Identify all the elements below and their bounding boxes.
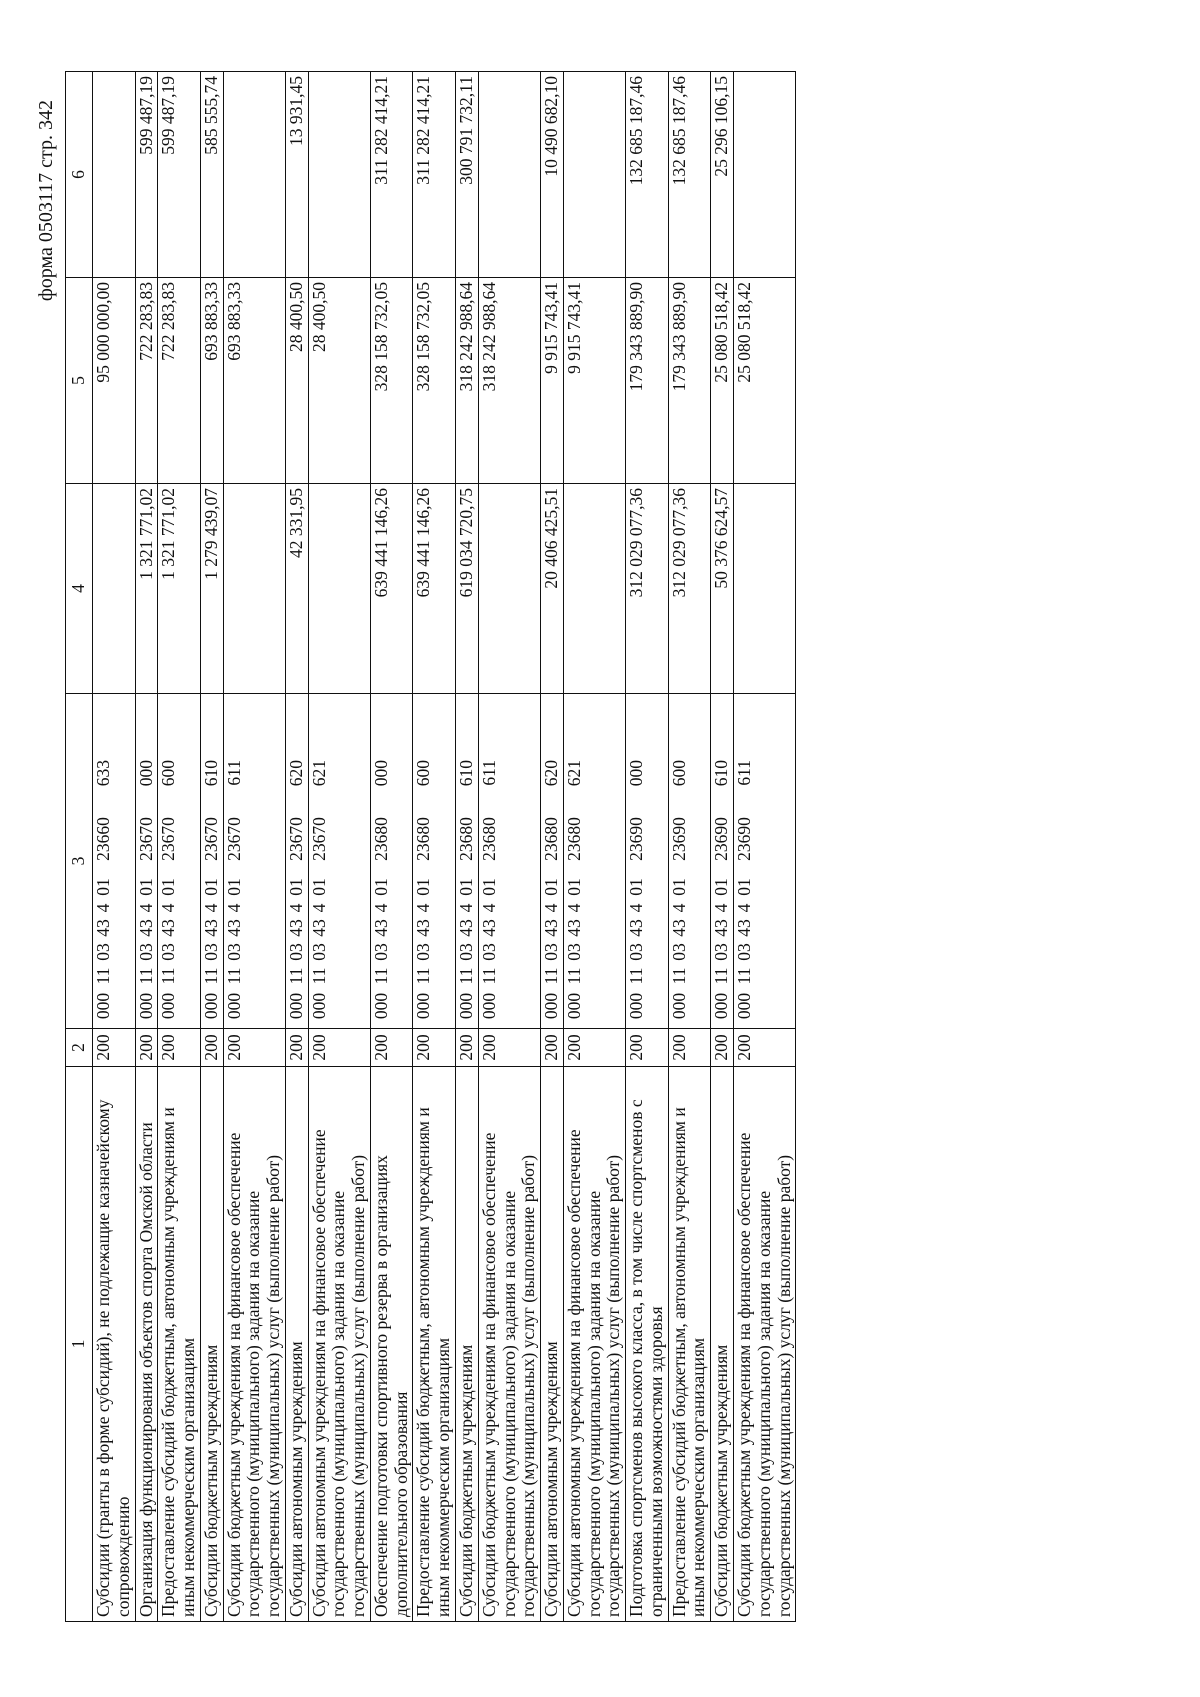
code-segment: 4 [668,903,689,913]
code-segment: 23690 [668,817,689,861]
unexecuted-amount-cell: 13 931,45 [285,72,308,278]
code-segment: 01 [563,878,584,896]
code-segment: 610 [711,760,732,787]
code-segment: 11 [711,967,732,985]
code-segment: 23670 [158,817,179,861]
code-segment: 01 [200,878,221,896]
code-segment: 01 [93,878,113,896]
code-segment: 43 [626,919,647,937]
code-segment: 23660 [93,817,113,861]
executed-amount-cell: 28 400,50 [285,278,308,484]
code-segment: 11 [223,967,244,985]
code-segment: 4 [541,903,562,913]
budget-classification-code-cell [668,694,711,1029]
executed-amount-cell: 179 343 889,90 [626,278,669,484]
indicator-name-cell: Субсидии бюджетным учреждениям на финансовое обеспечение государственного (муниципального) задания на оказание государственных (муниципальных) услуг (выполнение работ) [223,1067,285,1622]
code-segment: 11 [413,967,434,985]
code-segment: 4 [135,903,156,913]
line-code-cell: 200 [308,1029,370,1067]
code-segment: 000 [456,992,477,1020]
code-segment: 01 [285,878,306,896]
code-segment: 43 [563,919,584,937]
column-header: 2 [66,1029,93,1067]
code-segment: 23670 [308,817,329,861]
code-segment: 03 [541,943,562,961]
approved-amount-cell: 50 376 624,57 [711,484,734,694]
code-segment: 11 [456,967,477,985]
code-segment: 43 [158,919,179,937]
approved-amount-cell [308,484,370,694]
code-segment: 43 [135,919,156,937]
table-row [563,72,625,1622]
code-segment: 000 [308,992,329,1020]
approved-amount-cell: 42 331,95 [285,484,308,694]
code-segment: 43 [733,919,754,937]
code-segment: 43 [711,919,732,937]
code-segment: 611 [223,760,244,786]
approved-amount-cell [733,484,795,694]
table-row [370,72,413,1622]
code-segment: 01 [308,878,329,896]
table-body [66,72,796,1622]
unexecuted-amount-cell: 25 296 106,15 [711,72,734,278]
line-code-cell: 200 [223,1029,285,1067]
line-code-cell: 200 [626,1029,669,1067]
code-segment: 23680 [456,817,477,861]
code-segment: 620 [541,760,562,787]
column-header: 1 [66,1067,93,1622]
code-segment: 23690 [711,817,732,861]
indicator-name-cell: Предоставление субсидий бюджетным, автономным учреждениям и иным некоммерческим организациям [158,1067,201,1622]
executed-amount-cell: 328 158 732,05 [370,278,413,484]
executed-amount-cell: 95 000 000,00 [93,278,136,484]
code-segment: 611 [733,760,754,786]
executed-amount-cell: 693 883,33 [200,278,223,484]
column-header: 5 [66,278,93,484]
code-segment: 11 [285,967,306,985]
code-segment: 11 [158,967,179,985]
line-code-cell: 200 [200,1029,223,1067]
code-segment: 43 [541,919,562,937]
code-segment: 620 [285,760,306,787]
code-segment: 000 [733,992,754,1020]
code-segment: 11 [668,967,689,985]
executed-amount-cell: 25 080 518,42 [711,278,734,484]
code-segment: 000 [200,992,221,1020]
code-segment: 03 [668,943,689,961]
unexecuted-amount-cell [308,72,370,278]
code-segment: 11 [308,967,329,985]
unexecuted-amount-cell [563,72,625,278]
budget-classification-code-cell [711,694,734,1029]
code-segment: 01 [733,878,754,896]
indicator-name-cell: Субсидии бюджетным учреждениям на финансовое обеспечение государственного (муниципального) задания на оказание государственных (муниципальных) услуг (выполнение работ) [733,1067,795,1622]
approved-amount-cell [563,484,625,694]
executed-amount-cell: 25 080 518,42 [733,278,795,484]
code-segment: 4 [370,903,391,913]
line-code-cell: 200 [541,1029,564,1067]
code-segment: 11 [93,967,113,985]
code-segment: 000 [668,992,689,1020]
code-segment: 000 [370,760,391,787]
form-reference: форма 0503117 стр. 342 [35,100,57,302]
code-segment: 000 [285,992,306,1020]
budget-classification-code-cell [478,694,540,1029]
indicator-name-cell: Подготовка спортсменов высокого класса, в том числе спортсменов с ограниченными возможностями здоровья [626,1067,669,1622]
executed-amount-cell: 9 915 743,41 [541,278,564,484]
code-segment: 000 [413,992,434,1020]
budget-classification-code-cell [626,694,669,1029]
code-segment: 600 [413,760,434,787]
code-segment: 4 [223,903,244,913]
code-segment: 11 [626,967,647,985]
code-segment: 611 [478,760,499,786]
code-segment: 000 [478,992,499,1020]
line-code-cell: 200 [563,1029,625,1067]
indicator-name-cell: Организация функционирования объектов спорта Омской области [135,1067,158,1622]
code-segment: 11 [563,967,584,985]
indicator-name-cell: Субсидии бюджетным учреждениям на финансовое обеспечение государственного (муниципального) задания на оказание государственных (муниципальных) услуг (выполнение работ) [478,1067,540,1622]
executed-amount-cell: 179 343 889,90 [668,278,711,484]
code-segment: 600 [668,760,689,787]
code-segment: 03 [733,943,754,961]
code-segment: 000 [541,992,562,1020]
line-code-cell: 200 [668,1029,711,1067]
executed-amount-cell: 722 283,83 [158,278,201,484]
code-segment: 4 [285,903,306,913]
indicator-name-cell: Субсидии автономным учреждениям на финансовое обеспечение государственного (муниципального) задания на оказание государственных (муниципальных) услуг (выполнение работ) [308,1067,370,1622]
budget-classification-code-cell [370,694,413,1029]
code-segment: 01 [626,878,647,896]
indicator-name-cell: Предоставление субсидий бюджетным, автономным учреждениям и иным некоммерческим организациям [668,1067,711,1622]
line-code-cell: 200 [711,1029,734,1067]
code-segment: 23680 [478,817,499,861]
code-segment: 03 [413,943,434,961]
table-row [711,72,734,1622]
approved-amount-cell: 1 279 439,07 [200,484,223,694]
unexecuted-amount-cell: 132 685 187,46 [626,72,669,278]
approved-amount-cell: 1 321 771,02 [158,484,201,694]
code-segment: 4 [93,903,113,913]
indicator-name-cell: Предоставление субсидий бюджетным, автономным учреждениям и иным некоммерческим организациям [413,1067,456,1622]
code-segment: 610 [456,760,477,787]
table-row [223,72,285,1622]
unexecuted-amount-cell: 300 791 732,11 [456,72,479,278]
code-segment: 11 [200,967,221,985]
table-row [626,72,669,1622]
executed-amount-cell: 722 283,83 [135,278,158,484]
table-row [668,72,711,1622]
executed-amount-cell: 318 242 988,64 [478,278,540,484]
unexecuted-amount-cell: 132 685 187,46 [668,72,711,278]
executed-amount-cell: 318 242 988,64 [456,278,479,484]
column-header: 4 [66,484,93,694]
budget-classification-code-cell [93,694,136,1029]
executed-amount-cell: 693 883,33 [223,278,285,484]
code-segment: 610 [200,760,221,787]
code-segment: 000 [223,992,244,1020]
table-row [158,72,201,1622]
budget-classification-code-cell [200,694,223,1029]
budget-classification-code-cell [456,694,479,1029]
code-segment: 000 [626,760,647,787]
code-segment: 000 [370,992,391,1020]
code-segment: 03 [223,943,244,961]
line-code-cell: 200 [135,1029,158,1067]
approved-amount-cell: 639 441 146,26 [370,484,413,694]
code-segment: 03 [711,943,732,961]
code-segment: 01 [668,878,689,896]
code-segment: 43 [668,919,689,937]
indicator-name-cell: Субсидии бюджетным учреждениям [456,1067,479,1622]
table-row [413,72,456,1622]
code-segment: 01 [478,878,499,896]
unexecuted-amount-cell: 10 490 682,10 [541,72,564,278]
line-code-cell: 200 [370,1029,413,1067]
unexecuted-amount-cell [223,72,285,278]
code-segment: 43 [285,919,306,937]
line-code-cell: 200 [478,1029,540,1067]
unexecuted-amount-cell: 585 555,74 [200,72,223,278]
line-code-cell: 200 [93,1029,136,1067]
code-segment: 03 [370,943,391,961]
unexecuted-amount-cell: 311 282 414,21 [370,72,413,278]
budget-classification-code-cell [733,694,795,1029]
table-row [478,72,540,1622]
executed-amount-cell: 328 158 732,05 [413,278,456,484]
approved-amount-cell: 312 029 077,36 [668,484,711,694]
budget-classification-code-cell [413,694,456,1029]
line-code-cell: 200 [158,1029,201,1067]
column-header: 3 [66,694,93,1029]
code-segment: 01 [711,878,732,896]
unexecuted-amount-cell [93,72,136,278]
code-segment: 11 [541,967,562,985]
code-segment: 03 [626,943,647,961]
code-segment: 43 [478,919,499,937]
code-segment: 23680 [413,817,434,861]
code-segment: 43 [223,919,244,937]
header-row [66,72,93,1622]
budget-classification-code-cell [541,694,564,1029]
unexecuted-amount-cell: 599 487,19 [135,72,158,278]
line-code-cell: 200 [456,1029,479,1067]
table-row [93,72,136,1622]
code-segment: 23680 [563,817,584,861]
code-segment: 03 [135,943,156,961]
code-segment: 4 [626,903,647,913]
code-segment: 11 [135,967,156,985]
code-segment: 03 [456,943,477,961]
code-segment: 23690 [626,817,647,861]
code-segment: 03 [478,943,499,961]
code-segment: 43 [200,919,221,937]
budget-classification-code-cell [285,694,308,1029]
unexecuted-amount-cell [478,72,540,278]
code-segment: 4 [308,903,329,913]
indicator-name-cell: Субсидии бюджетным учреждениям [711,1067,734,1622]
code-segment: 03 [93,943,113,961]
code-segment: 000 [711,992,732,1020]
approved-amount-cell [93,484,136,694]
unexecuted-amount-cell: 311 282 414,21 [413,72,456,278]
code-segment: 23680 [541,817,562,861]
table-row [200,72,223,1622]
indicator-name-cell: Субсидии автономным учреждениям [541,1067,564,1622]
table-row [541,72,564,1622]
code-segment: 4 [478,903,499,913]
code-segment: 43 [456,919,477,937]
code-segment: 11 [478,967,499,985]
code-segment: 600 [158,760,179,787]
code-segment: 11 [733,967,754,985]
indicator-name-cell: Субсидии бюджетным учреждениям [200,1067,223,1622]
code-segment: 000 [135,760,156,787]
code-segment: 23670 [285,817,306,861]
code-segment: 4 [456,903,477,913]
code-segment: 621 [308,760,329,787]
approved-amount-cell [478,484,540,694]
approved-amount-cell: 639 441 146,26 [413,484,456,694]
code-segment: 621 [563,760,584,787]
code-segment: 43 [308,919,329,937]
approved-amount-cell: 312 029 077,36 [626,484,669,694]
unexecuted-amount-cell [733,72,795,278]
code-segment: 03 [158,943,179,961]
table-row [308,72,370,1622]
unexecuted-amount-cell: 599 487,19 [158,72,201,278]
column-header: 6 [66,72,93,278]
code-segment: 000 [93,992,113,1020]
code-segment: 000 [158,992,179,1020]
code-segment: 01 [158,878,179,896]
indicator-name-cell: Обеспечение подготовки спортивного резерва в организациях дополнительного образования [370,1067,413,1622]
code-segment: 11 [370,967,391,985]
code-segment: 4 [733,903,754,913]
approved-amount-cell [223,484,285,694]
indicator-name-cell: Субсидии (гранты в форме субсидий), не подлежащие казначейскому сопровождению [93,1067,136,1622]
approved-amount-cell: 1 321 771,02 [135,484,158,694]
line-code-cell: 200 [733,1029,795,1067]
code-segment: 01 [135,878,156,896]
code-segment: 23670 [135,817,156,861]
code-segment: 03 [285,943,306,961]
code-segment: 4 [563,903,584,913]
line-code-cell: 200 [285,1029,308,1067]
code-segment: 4 [200,903,221,913]
code-segment: 01 [541,878,562,896]
code-segment: 03 [308,943,329,961]
executed-amount-cell: 9 915 743,41 [563,278,625,484]
approved-amount-cell: 20 406 425,51 [541,484,564,694]
budget-classification-code-cell [563,694,625,1029]
executed-amount-cell: 28 400,50 [308,278,370,484]
code-segment: 23690 [733,817,754,861]
approved-amount-cell: 619 034 720,75 [456,484,479,694]
indicator-name-cell: Субсидии автономным учреждениям [285,1067,308,1622]
code-segment: 633 [93,760,113,787]
indicator-name-cell: Субсидии автономным учреждениям на финансовое обеспечение государственного (муниципального) задания на оказание государственных (муниципальных) услуг (выполнение работ) [563,1067,625,1622]
table-row [285,72,308,1622]
code-segment: 000 [626,992,647,1020]
code-segment: 43 [370,919,391,937]
code-segment: 23670 [200,817,221,861]
budget-classification-code-cell [308,694,370,1029]
code-segment: 4 [413,903,434,913]
code-segment: 01 [456,878,477,896]
budget-classification-code-cell [223,694,285,1029]
code-segment: 03 [200,943,221,961]
code-segment: 03 [563,943,584,961]
code-segment: 4 [158,903,179,913]
code-segment: 23680 [370,817,391,861]
table-row [135,72,158,1622]
code-segment: 23670 [223,817,244,861]
code-segment: 000 [135,992,156,1020]
code-segment: 43 [93,919,113,937]
code-segment: 43 [413,919,434,937]
table-row [733,72,795,1622]
line-code-cell: 200 [413,1029,456,1067]
code-segment: 01 [223,878,244,896]
budget-classification-code-cell [135,694,158,1029]
code-segment: 4 [711,903,732,913]
table-row [456,72,479,1622]
budget-table [65,71,796,1622]
code-segment: 01 [370,878,391,896]
budget-classification-code-cell [158,694,201,1029]
code-segment: 000 [563,992,584,1020]
code-segment: 01 [413,878,434,896]
